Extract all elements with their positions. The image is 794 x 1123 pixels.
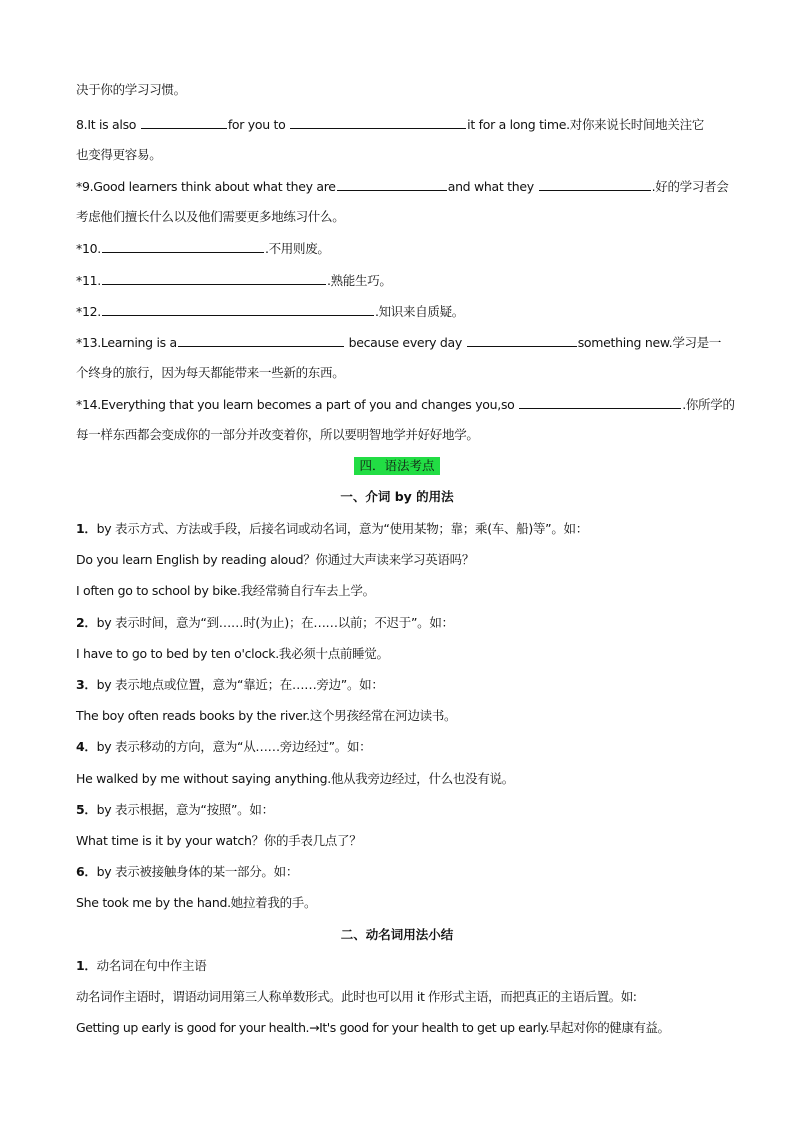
by-point-3: 3．by 表示地点或位置，意为“靠近；在……旁边”。如： xyxy=(76,677,384,692)
by-usage-heading: 一、介词 by 的用法 xyxy=(340,489,454,504)
answer-blank[interactable] xyxy=(102,303,374,316)
answer-blank[interactable] xyxy=(178,334,344,347)
by-example: She took me by the hand.她拉着我的手。 xyxy=(76,895,317,910)
answer-blank[interactable] xyxy=(290,116,466,129)
item-10: *10. .不用则废。 xyxy=(76,241,330,256)
by-example: What time is it by your watch？你的手表几点了？ xyxy=(76,833,362,848)
answer-blank[interactable] xyxy=(519,396,681,409)
gerund-example: Getting up early is good for your health.→It's good for your health to get up early.早起对你的健康有益。 xyxy=(76,1020,670,1035)
section-heading xyxy=(0,457,794,475)
item-14: *14.Everything that you learn becomes a part of you and changes you,so .你所学的 xyxy=(76,397,735,412)
item-13-cont: 个终身的旅行，因为每天都能带来一些新的东西。 xyxy=(76,365,345,380)
by-example: I have to go to bed by ten o'clock.我必须十点前睡觉。 xyxy=(76,646,389,661)
by-example: Do you learn English by reading aloud？你通过大声读来学习英语吗？ xyxy=(76,552,475,567)
by-point-4: 4．by 表示移动的方向，意为“从……旁边经过”。如： xyxy=(76,739,372,754)
answer-blank[interactable] xyxy=(102,240,264,253)
item-9: *9.Good learners think about what they are and what they .好的学习者会 xyxy=(76,179,729,194)
item-12: *12. .知识来自质疑。 xyxy=(76,304,465,319)
by-point-6: 6．by 表示被接触身体的某一部分。如： xyxy=(76,864,299,879)
gerund-heading: 二、动名词用法小结 xyxy=(340,927,454,942)
item-9-cont: 考虑他们擅长什么以及他们需要更多地练习什么。 xyxy=(76,209,345,224)
answer-blank[interactable] xyxy=(337,178,447,191)
item-13: *13.Learning is a because every day something new.学习是一 xyxy=(76,335,722,350)
by-example: The boy often reads books by the river.这个男孩经常在河边读书。 xyxy=(76,708,457,723)
by-example: I often go to school by bike.我经常骑自行车去上学。 xyxy=(76,583,375,598)
by-point-1: 1．by 表示方式、方法或手段，后接名词或动名词，意为“使用某物；靠；乘(车、船)等”。如： xyxy=(76,521,588,536)
by-point-2: 2．by 表示时间，意为“到……时(为止)；在……以前；不迟于”。如： xyxy=(76,615,454,630)
item-8: 8.It is also for you to it for a long time.对你来说长时间地关注它 xyxy=(76,117,704,132)
item-14-cont: 每一样东西都会变成你的一部分并改变着你，所以要明智地学并好好地学。 xyxy=(76,427,479,442)
by-point-5: 5．by 表示根据，意为“按照”。如： xyxy=(76,802,274,817)
item-11: *11. .熟能生巧。 xyxy=(76,273,392,288)
gerund-explanation: 动名词作主语时，谓语动词用第三人称单数形式。此时也可以用 it 作形式主语，而把真正的主语后置。如: xyxy=(76,989,637,1004)
answer-blank[interactable] xyxy=(141,116,227,129)
answer-blank[interactable] xyxy=(539,178,651,191)
item-8-cont: 也变得更容易。 xyxy=(76,147,162,162)
by-example: He walked by me without saying anything.他从我旁边经过，什么也没有说。 xyxy=(76,771,514,786)
gerund-point-1: 1．动名词在句中作主语 xyxy=(76,958,207,973)
section-title-highlight: 四．语法考点 xyxy=(354,457,439,475)
continued-line: 决于你的学习习惯。 xyxy=(76,82,186,97)
answer-blank[interactable] xyxy=(467,334,577,347)
answer-blank[interactable] xyxy=(102,272,326,285)
